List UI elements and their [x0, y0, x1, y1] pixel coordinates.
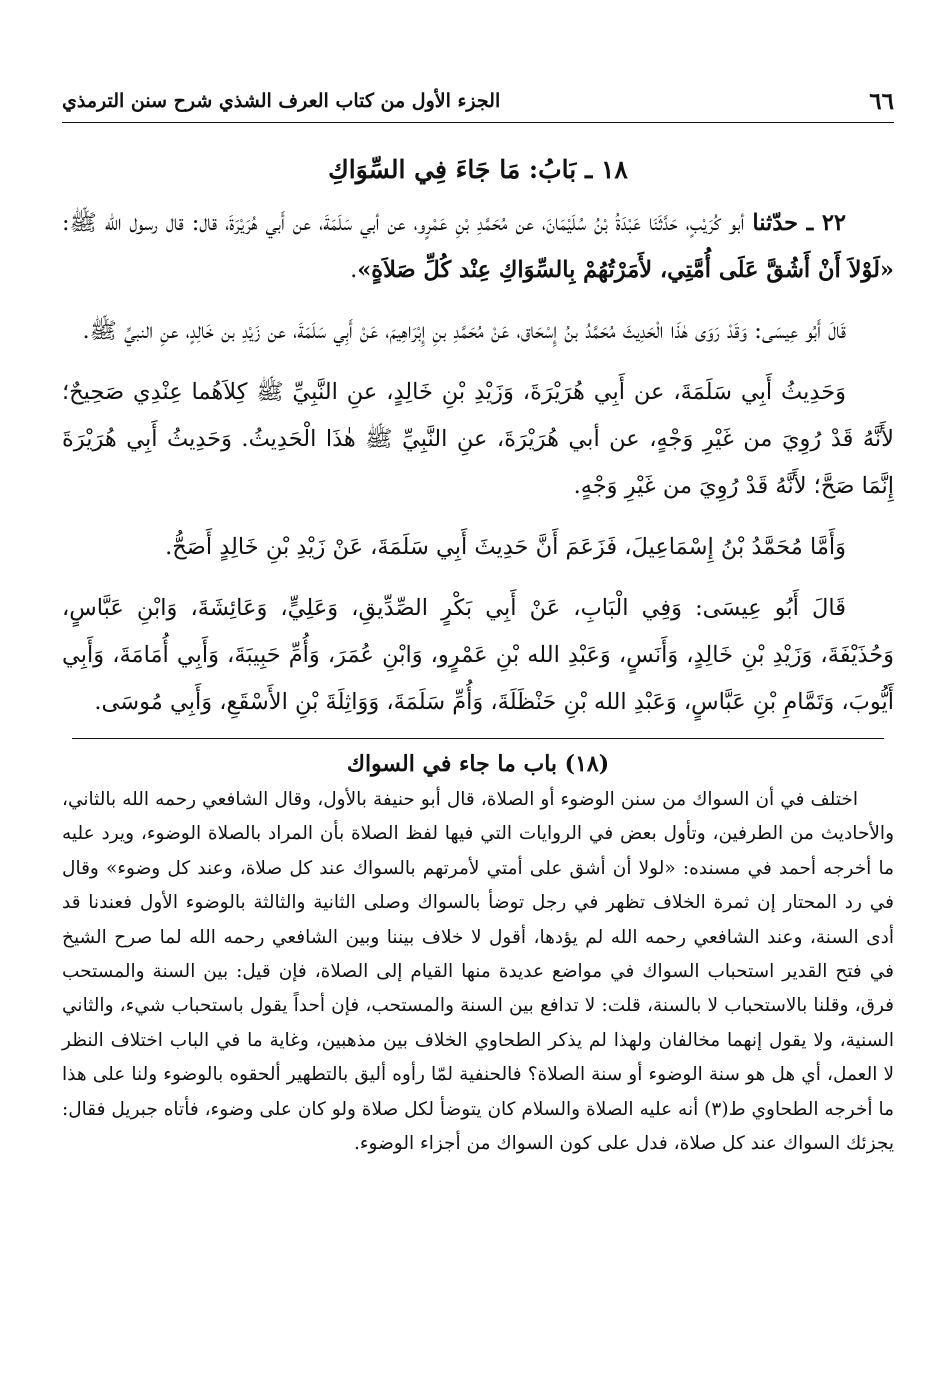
running-title: الجزء الأول من كتاب العرف الشذي شرح سنن الترمذي — [62, 90, 501, 112]
commentary-title: (١٨) باب ما جاء في السواك — [346, 751, 610, 777]
hadith-number: ٢٢ ـ حدّثنا — [752, 210, 846, 236]
commentary-section — [62, 783, 894, 1161]
tirmidhi-comment-1: قَالَ أَبُو عِيسَى: وَقَدْ رَوَى هٰذَا الْحَدِيثَ مُحَمَّدُ بنُ إِسْحَاق، عَنْ مُحَمَّدِ بنِ إِبْرَاهِيمَ، عَنْ أَبِي سَلَمَةَ، عن زَيْدِ بن خَالِدٍ، عنِ النبيِّ ﷺ. — [82, 318, 846, 344]
hadith-text — [62, 200, 894, 294]
hadith-isnad: أبو كُرَيْبٍ، حَدَّثَنَا عَبْدَةُ بْنُ سُلَيْمَانَ، عن مُحَمَّدِ بْنِ عَمْرٍو، عن أبي سَلَمَةَ، عن أَبي هُرَيْرَةَ، قال: قال رسول الله ﷺ: — [62, 210, 753, 236]
book-page — [62, 82, 894, 1161]
hadith-matn-end: . — [350, 257, 358, 283]
page-header — [62, 82, 894, 123]
hadith-section — [62, 200, 894, 726]
section-divider — [72, 738, 884, 739]
chapter-title: ١٨ ـ بَابُ: مَا جَاءَ فِي السِّوَاكِ — [328, 155, 628, 184]
tirmidhi-comment-3: وَأَمَّا مُحَمَّدُ بْنُ إِسْمَاعِيلَ، فَزَعَمَ أَنَّ حَدِيثَ أَبِي سَلَمَةَ، عَنْ زَيْدِ بْنِ خَالِدٍ أَصَحُّ. — [165, 534, 846, 560]
page-number: ٦٦ — [869, 88, 894, 115]
tirmidhi-comment-4: قَالَ أَبُو عِيسَى: وَفِي الْبَابِ، عَنْ أَبِي بَكْرٍ الصِّدِّيقِ، وَعَلِيٍّ، وَعَائِشَةَ، وَابْنِ عَبَّاسٍ، وَحُذَيْفَةَ، وَزَيْدِ بْنِ خَالِدٍ، وَأَنَسٍ، وَعَبْدِ الله بْنِ عَمْرٍو، وَابْنِ عُمَرَ، وَأُمِّ حَبِيبَةَ، وَأَبِي أُمَامَةَ، وَأَبِي أَيُّوبَ، وَتَمَّامِ بْنِ عَبَّاسٍ، وَعَبْدِ الله بْنِ حَنْظَلَةَ، وَأُمِّ سَلَمَةَ، وَوَاثِلَةَ بْنِ الأَسْقَعِ، وَأَبِي مُوسَى. — [62, 595, 894, 715]
hadith-matn: «لَوْلاَ أَنْ أَشُقَّ عَلَى أُمَّتِي، لأَمَرْتُهُمْ بِالسِّوَاكِ عِنْد كُلِّ صَلاَةٍ» — [357, 257, 894, 283]
tirmidhi-comment-2: وَحَدِيثُ أَبِي سَلَمَةَ، عن أَبِي هُرَيْرَةَ، وَزَيْدِ بْنِ خَالِدٍ، عنِ النَّبِيِّ ﷺ كِلاَهُما عِنْدِي صَحِيحٌ؛ لأَنَّهُ قَدْ رُوِيَ من غَيْرِ وَجْهٍ، عن أبي هُرَيْرَةَ، عنِ النَّبِيِّ ﷺ هٰذَا الْحَدِيثُ. وَحَدِيثُ أَبِي هُرَيْرَةَ إِنَّمَا صَحَّ؛ لأَنَّهُ قَدْ رُوِيَ من غَيْرِ وَجْهٍ. — [62, 379, 894, 499]
commentary-text: اختلف في أن السواك من سنن الوضوء أو الصلاة، قال أبو حنيفة بالأول، وقال الشافعي رحمه الله بالثاني، والأحاديث من الطرفين، وتأول بعض في الروايات التي فيها لفظ الصلاة بأن المراد بالصلاة الوضوء، ويرد عليه ما أخرجه أحمد في مسنده: «لولا أن أشق على أمتي لأمرتهم بالسواك عند كل صلاة، وعند كل وضوء» وقال في رد المحتار إن ثمرة الخلاف تظهر في رجل توضأ بالسواك وصلى الثانية والثالثة بالوضوء الأول فعندنا قد أدى السنة، وعند الشافعي رحمه الله لم يؤدها، أقول لا خلاف بيننا وبين الشافعي رحمه الله لما صرح الشيخ في فتح القدير استحباب السواك في مواضع عديدة منها القيام إلى الصلاة، فإن قيل: بين السنة والمستحب فرق، وقلنا بالاستحباب لا بالسنة، قلت: لا تدافع بين السنة والمستحب، فإن أحداً يقول باستحباب شيء، والثاني السنية، ولا يقول إنهما مخالفان ولهذا لم يذكر الطحاوي الخلاف بين مذهبين، وغاية ما في الباب اختلاف النظر لا العمل، أي هل هو سنة الوضوء أو سنة الصلاة؟ فالحنفية لمّا رأوه أليق بالتطهير ألحقوه بالوضوء ولنا على هذا ما أخرجه الطحاوي ط(٣) أنه عليه الصلاة والسلام كان يتوضأ لكل صلاة ولو كان على وضوء، فأتاه جبريل فقال: يجزئك السواك عند كل صلاة، فدل على كون السواك من أجزاء الوضوء. — [62, 789, 894, 1155]
